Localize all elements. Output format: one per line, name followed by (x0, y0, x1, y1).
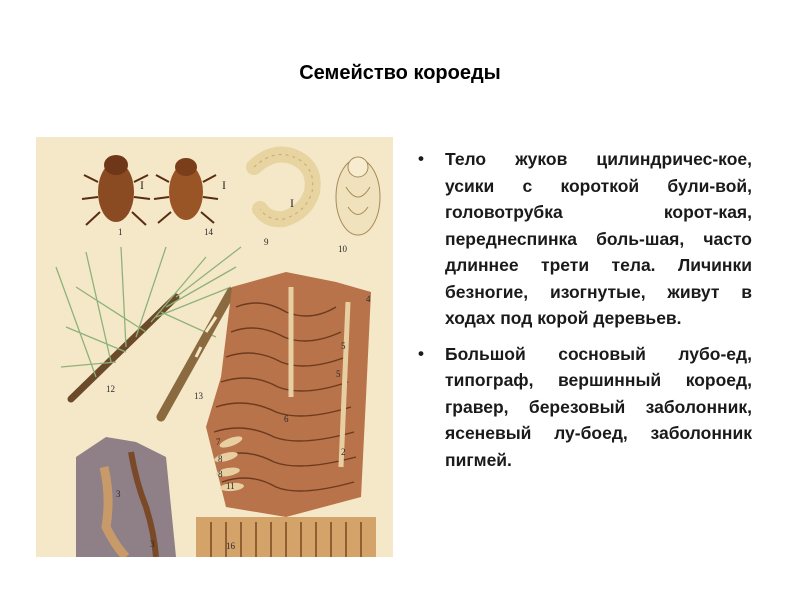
svg-text:1: 1 (118, 227, 123, 237)
svg-text:11: 11 (226, 481, 235, 491)
bullet-text: Тело жуков цилиндричес-кое, усики с короткой були-вой, головотрубка корот-кая, переднеспинка боль-шая, часто длиннее трети тела. Личинки безногие, изогнутые, живут в ходах под корой деревьев. (445, 149, 752, 328)
svg-text:13: 13 (194, 391, 203, 401)
bullet-marker: • (418, 343, 424, 363)
svg-text:2: 2 (341, 447, 346, 457)
pupa-drawing-10 (336, 157, 380, 254)
svg-text:9: 9 (264, 237, 269, 247)
bullet-item-species (418, 341, 752, 474)
svg-text:7: 7 (216, 437, 221, 447)
svg-text:5: 5 (341, 341, 346, 351)
svg-text:3: 3 (116, 489, 121, 499)
svg-text:10: 10 (338, 244, 347, 254)
svg-text:12: 12 (106, 384, 115, 394)
svg-text:5: 5 (336, 369, 341, 379)
svg-text:14: 14 (204, 227, 213, 237)
beetle-drawing-14 (154, 158, 226, 237)
svg-text:3: 3 (150, 539, 155, 549)
svg-text:I: I (290, 196, 294, 210)
svg-text:8: 8 (218, 454, 223, 464)
larva-drawing-9 (254, 155, 313, 248)
bullet-text: Большой сосновый лубо-ед, типограф, вершинный короед, гравер, березовый заболонник, ясеневый лу-боед, заболонник пигмей. (445, 343, 752, 470)
bullet-item-description (418, 146, 752, 332)
svg-text:6: 6 (284, 414, 289, 424)
bullet-marker: • (418, 149, 424, 168)
bark-beetle-illustration (36, 137, 393, 557)
svg-text:4: 4 (366, 294, 371, 304)
svg-text:I: I (222, 178, 226, 192)
bullet-list (418, 146, 752, 482)
beetle-drawing-1 (82, 155, 150, 237)
slide-title: Семейство короеды (299, 62, 501, 84)
stump-drawing-3 (76, 437, 176, 557)
wood-block-drawing-16 (196, 517, 376, 557)
svg-text:16: 16 (226, 541, 235, 551)
svg-text:I: I (140, 178, 144, 192)
svg-text:8: 8 (218, 469, 223, 479)
bark-gallery-drawing (206, 272, 371, 517)
